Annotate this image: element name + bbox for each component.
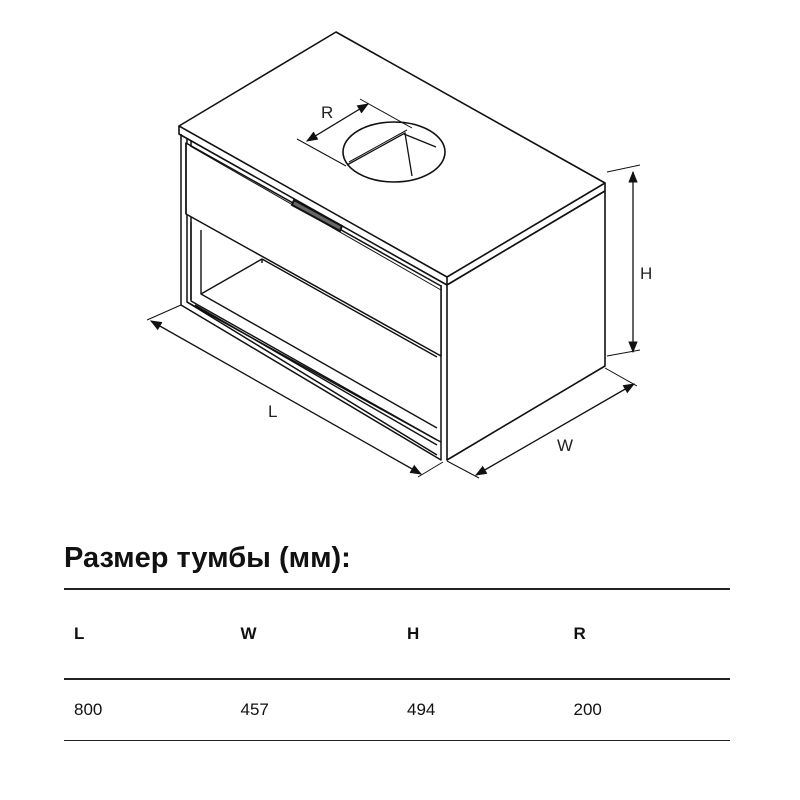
specs-title: Размер тумбы (мм): xyxy=(64,542,351,574)
value-h: 494 xyxy=(397,679,564,741)
header-r: R xyxy=(564,589,731,679)
header-l: L xyxy=(64,589,231,679)
basin-hole xyxy=(343,122,445,182)
value-w: 457 xyxy=(231,679,398,741)
value-r: 200 xyxy=(564,679,731,741)
dimension-h xyxy=(607,165,640,356)
header-w: W xyxy=(231,589,398,679)
label-h: H xyxy=(640,264,653,283)
label-l: L xyxy=(268,402,278,421)
table-header-row xyxy=(64,589,730,679)
specs-table xyxy=(64,588,730,741)
label-r: R xyxy=(321,103,334,122)
header-h: H xyxy=(397,589,564,679)
label-w: W xyxy=(557,436,574,455)
value-l: 800 xyxy=(64,679,231,741)
table-row xyxy=(64,679,730,741)
